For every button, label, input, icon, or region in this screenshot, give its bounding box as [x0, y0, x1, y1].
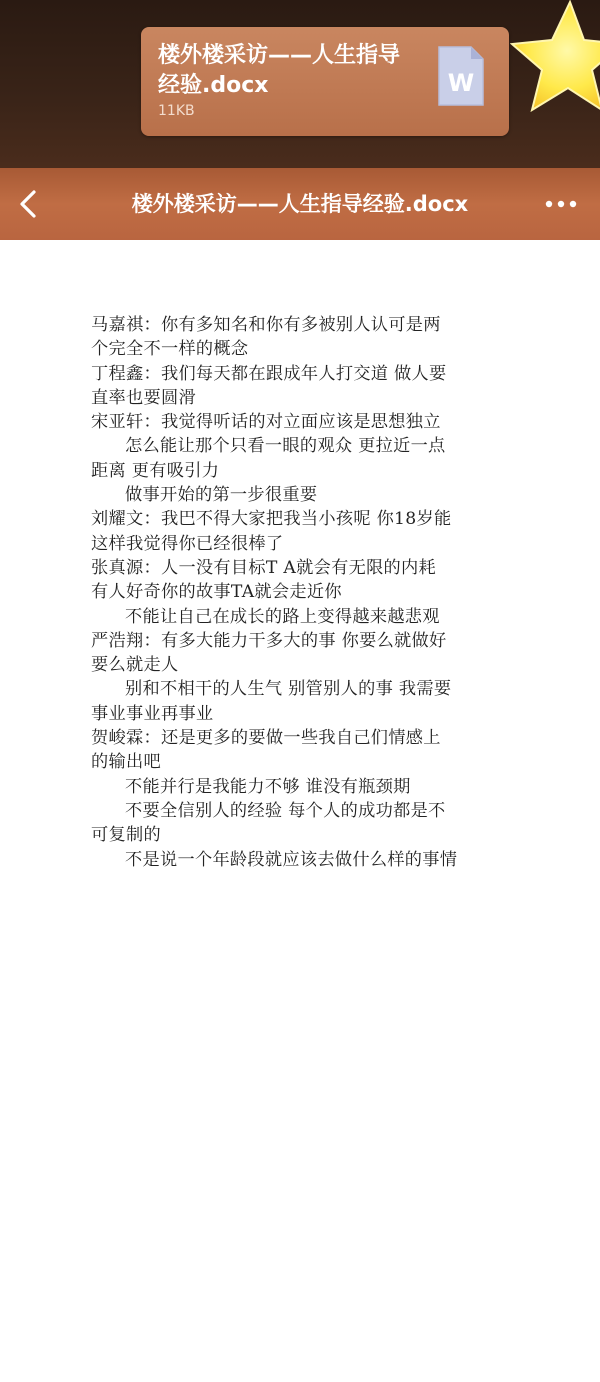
- document-line: 贺峻霖：还是更多的要做一些我自己们情感上: [91, 728, 441, 749]
- document-line: 的输出吧: [91, 752, 161, 773]
- file-attachment-card[interactable]: [141, 27, 509, 136]
- document-line: 怎么能让那个只看一眼的观众 更拉近一点: [125, 436, 446, 457]
- document-line: 做事开始的第一步很重要: [125, 485, 318, 506]
- file-size: 11KB: [158, 103, 195, 119]
- document-title-bar: [0, 168, 600, 240]
- document-line: 不能让自己在成长的路上变得越来越悲观: [125, 606, 440, 627]
- document-line: 宋亚轩：我觉得听话的对立面应该是思想独立: [91, 412, 441, 433]
- document-content: [91, 313, 513, 872]
- document-line: 有人好奇你的故事TA就会走近你: [91, 582, 342, 603]
- document-line: 马嘉祺：你有多知名和你有多被别人认可是两: [91, 315, 441, 335]
- document-line: 个完全不一样的概念: [91, 339, 249, 360]
- document-line: 不是说一个年龄段就应该去做什么样的事情: [125, 849, 458, 870]
- document-line: 刘耀文：我巴不得大家把我当小孩呢 你18岁能: [91, 509, 452, 530]
- word-icon-letter: W: [447, 69, 475, 97]
- chat-background: [0, 0, 600, 168]
- document-line: 丁程鑫：我们每天都在跟成年人打交道 做人要: [91, 363, 447, 384]
- more-options-button[interactable]: [542, 192, 580, 216]
- document-line: 别和不相干的人生气 别管别人的事 我需要: [125, 679, 452, 700]
- document-line: 距离 更有吸引力: [91, 460, 220, 481]
- star-sticker-icon: [510, 0, 600, 130]
- document-line: 严浩翔：有多大能力干多大的事 你要么就做好: [91, 630, 447, 651]
- document-line: 张真源：人一没有目标T A就会有无限的内耗: [91, 557, 437, 578]
- document-line: 事业事业再事业: [91, 703, 214, 724]
- document-line: 不能并行是我能力不够 谁没有瓶颈期: [125, 776, 411, 797]
- word-document-icon: [437, 45, 485, 107]
- document-line: 这样我觉得你已经很棒了: [91, 533, 284, 554]
- file-name: 楼外楼采访——人生指导经验.docx: [158, 43, 401, 98]
- document-line: 要么就走人: [91, 655, 179, 676]
- document-line: 不要全信别人的经验 每个人的成功都是不: [125, 800, 446, 821]
- document-line: 可复制的: [91, 825, 161, 846]
- document-line: 直率也要圆滑: [91, 387, 196, 408]
- back-button[interactable]: [14, 186, 46, 222]
- document-title: 楼外楼采访——人生指导经验.docx: [131, 192, 469, 216]
